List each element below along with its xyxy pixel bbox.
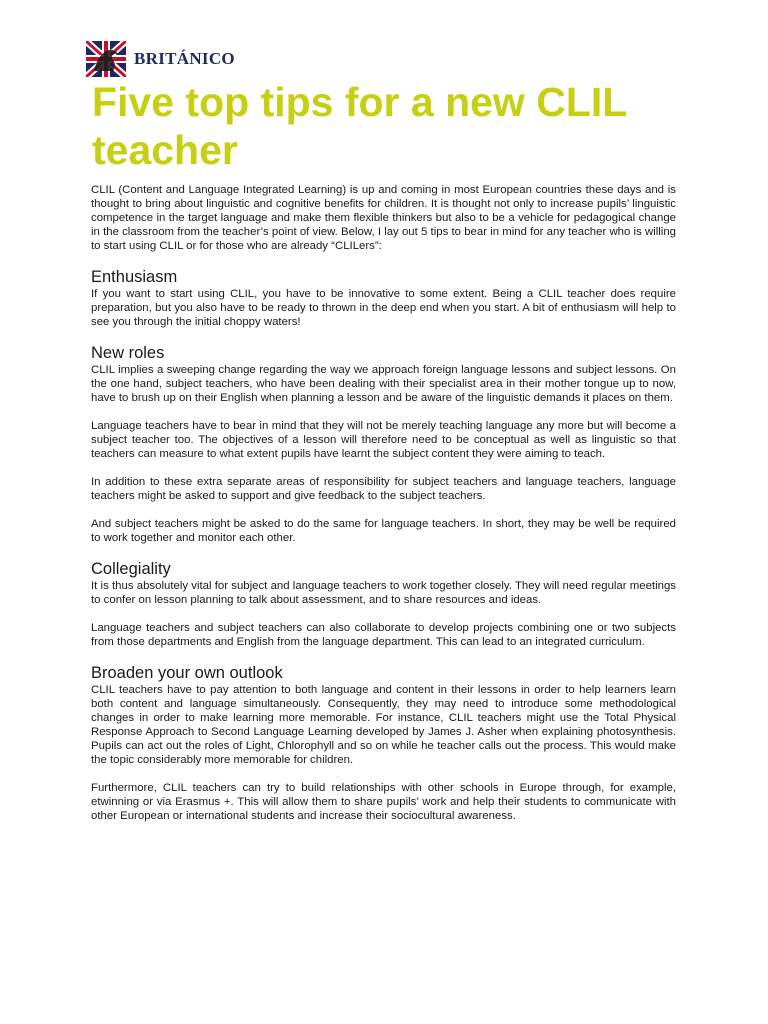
section-heading-broaden-outlook: Broaden your own outlook <box>91 664 283 682</box>
section-paragraph: CLIL implies a sweeping change regarding the way we approach foreign language lessons and subject lessons. On the one hand, subject teachers, who have been dealing with their specialist area in their mother tongue up to now, have to brush up on their English when planning a lesson and be aware of the linguistic demands it places on them. <box>91 364 676 404</box>
section-paragraph: CLIL teachers have to pay attention to both language and content in their lessons in order to help learners learn both content and language simultaneously. Consequently, they may need to introduce some methodological changes in order to make learning more memorable. For instance, CLIL teachers might use the Total Physical Response Approach to Second Language Learning developed by James J. Asher when explaining photosynthesis. Pupils can act out the roles of Light, Chlorophyll and so on while he teacher calls out the process. This would make the topic considerably more memorable for children. <box>91 684 676 766</box>
section-paragraph: In addition to these extra separate areas of responsibility for subject teachers and language teachers, language teachers might be asked to support and give feedback to the subject teachers. <box>91 476 676 502</box>
section-paragraph: If you want to start using CLIL, you have to be innovative to some extent. Being a CLIL teacher does require preparation, but you also have to be ready to thrown in the deep end when you start. A bit of enthusiasm will help to see you through the initial choppy waters! <box>91 288 676 328</box>
lion-crest-icon <box>86 41 126 77</box>
section-heading-new-roles: New roles <box>91 344 165 362</box>
section-paragraph: And subject teachers might be asked to do the same for language teachers. In short, they may be well be required to work together and monitor each other. <box>91 518 676 544</box>
brand-logo <box>86 41 235 77</box>
section-heading-enthusiasm: Enthusiasm <box>91 268 178 286</box>
page-title: Five top tips for a new CLIL teacher <box>92 79 627 173</box>
section-heading-collegiality: Collegiality <box>91 560 171 578</box>
section-paragraph: Language teachers have to bear in mind that they will not be merely teaching language any more but will become a subject teacher too. The objectives of a lesson will therefore need to be conceptual as well as linguistic so that teachers can measure to what extent pupils have learnt the subject content they were aiming to teach. <box>91 420 676 460</box>
brand-name: BRITÁNICO <box>134 49 235 68</box>
article-body <box>91 183 676 837</box>
intro-paragraph: CLIL (Content and Language Integrated Learning) is up and coming in most European countries these days and is thought to bring about linguistic and cognitive benefits for children. It is thought not only to increase pupils’ linguistic competence in the target language and make them flexible thinkers but also to be a vehicle for pedagogical change in the classroom from the teacher’s point of view. Below, I lay out 5 tips to bear in mind for any teacher who is willing to start using CLIL or for those who are already “CLILers”: <box>91 184 676 252</box>
section-paragraph: It is thus absolutely vital for subject and language teachers to work together closely. They will need regular meetings to confer on lesson planning to talk about assessment, and to share resources and ideas. <box>91 580 676 606</box>
section-paragraph: Language teachers and subject teachers can also collaborate to develop projects combining one or two subjects from those departments and English from the language department. This can lead to an integrated curriculum. <box>91 622 676 648</box>
section-paragraph: Furthermore, CLIL teachers can try to build relationships with other schools in Europe through, for example, etwinning or via Erasmus +. This will allow them to share pupils’ work and help their students to communicate with other European or international students and increase their sociocultural awareness. <box>91 782 676 822</box>
